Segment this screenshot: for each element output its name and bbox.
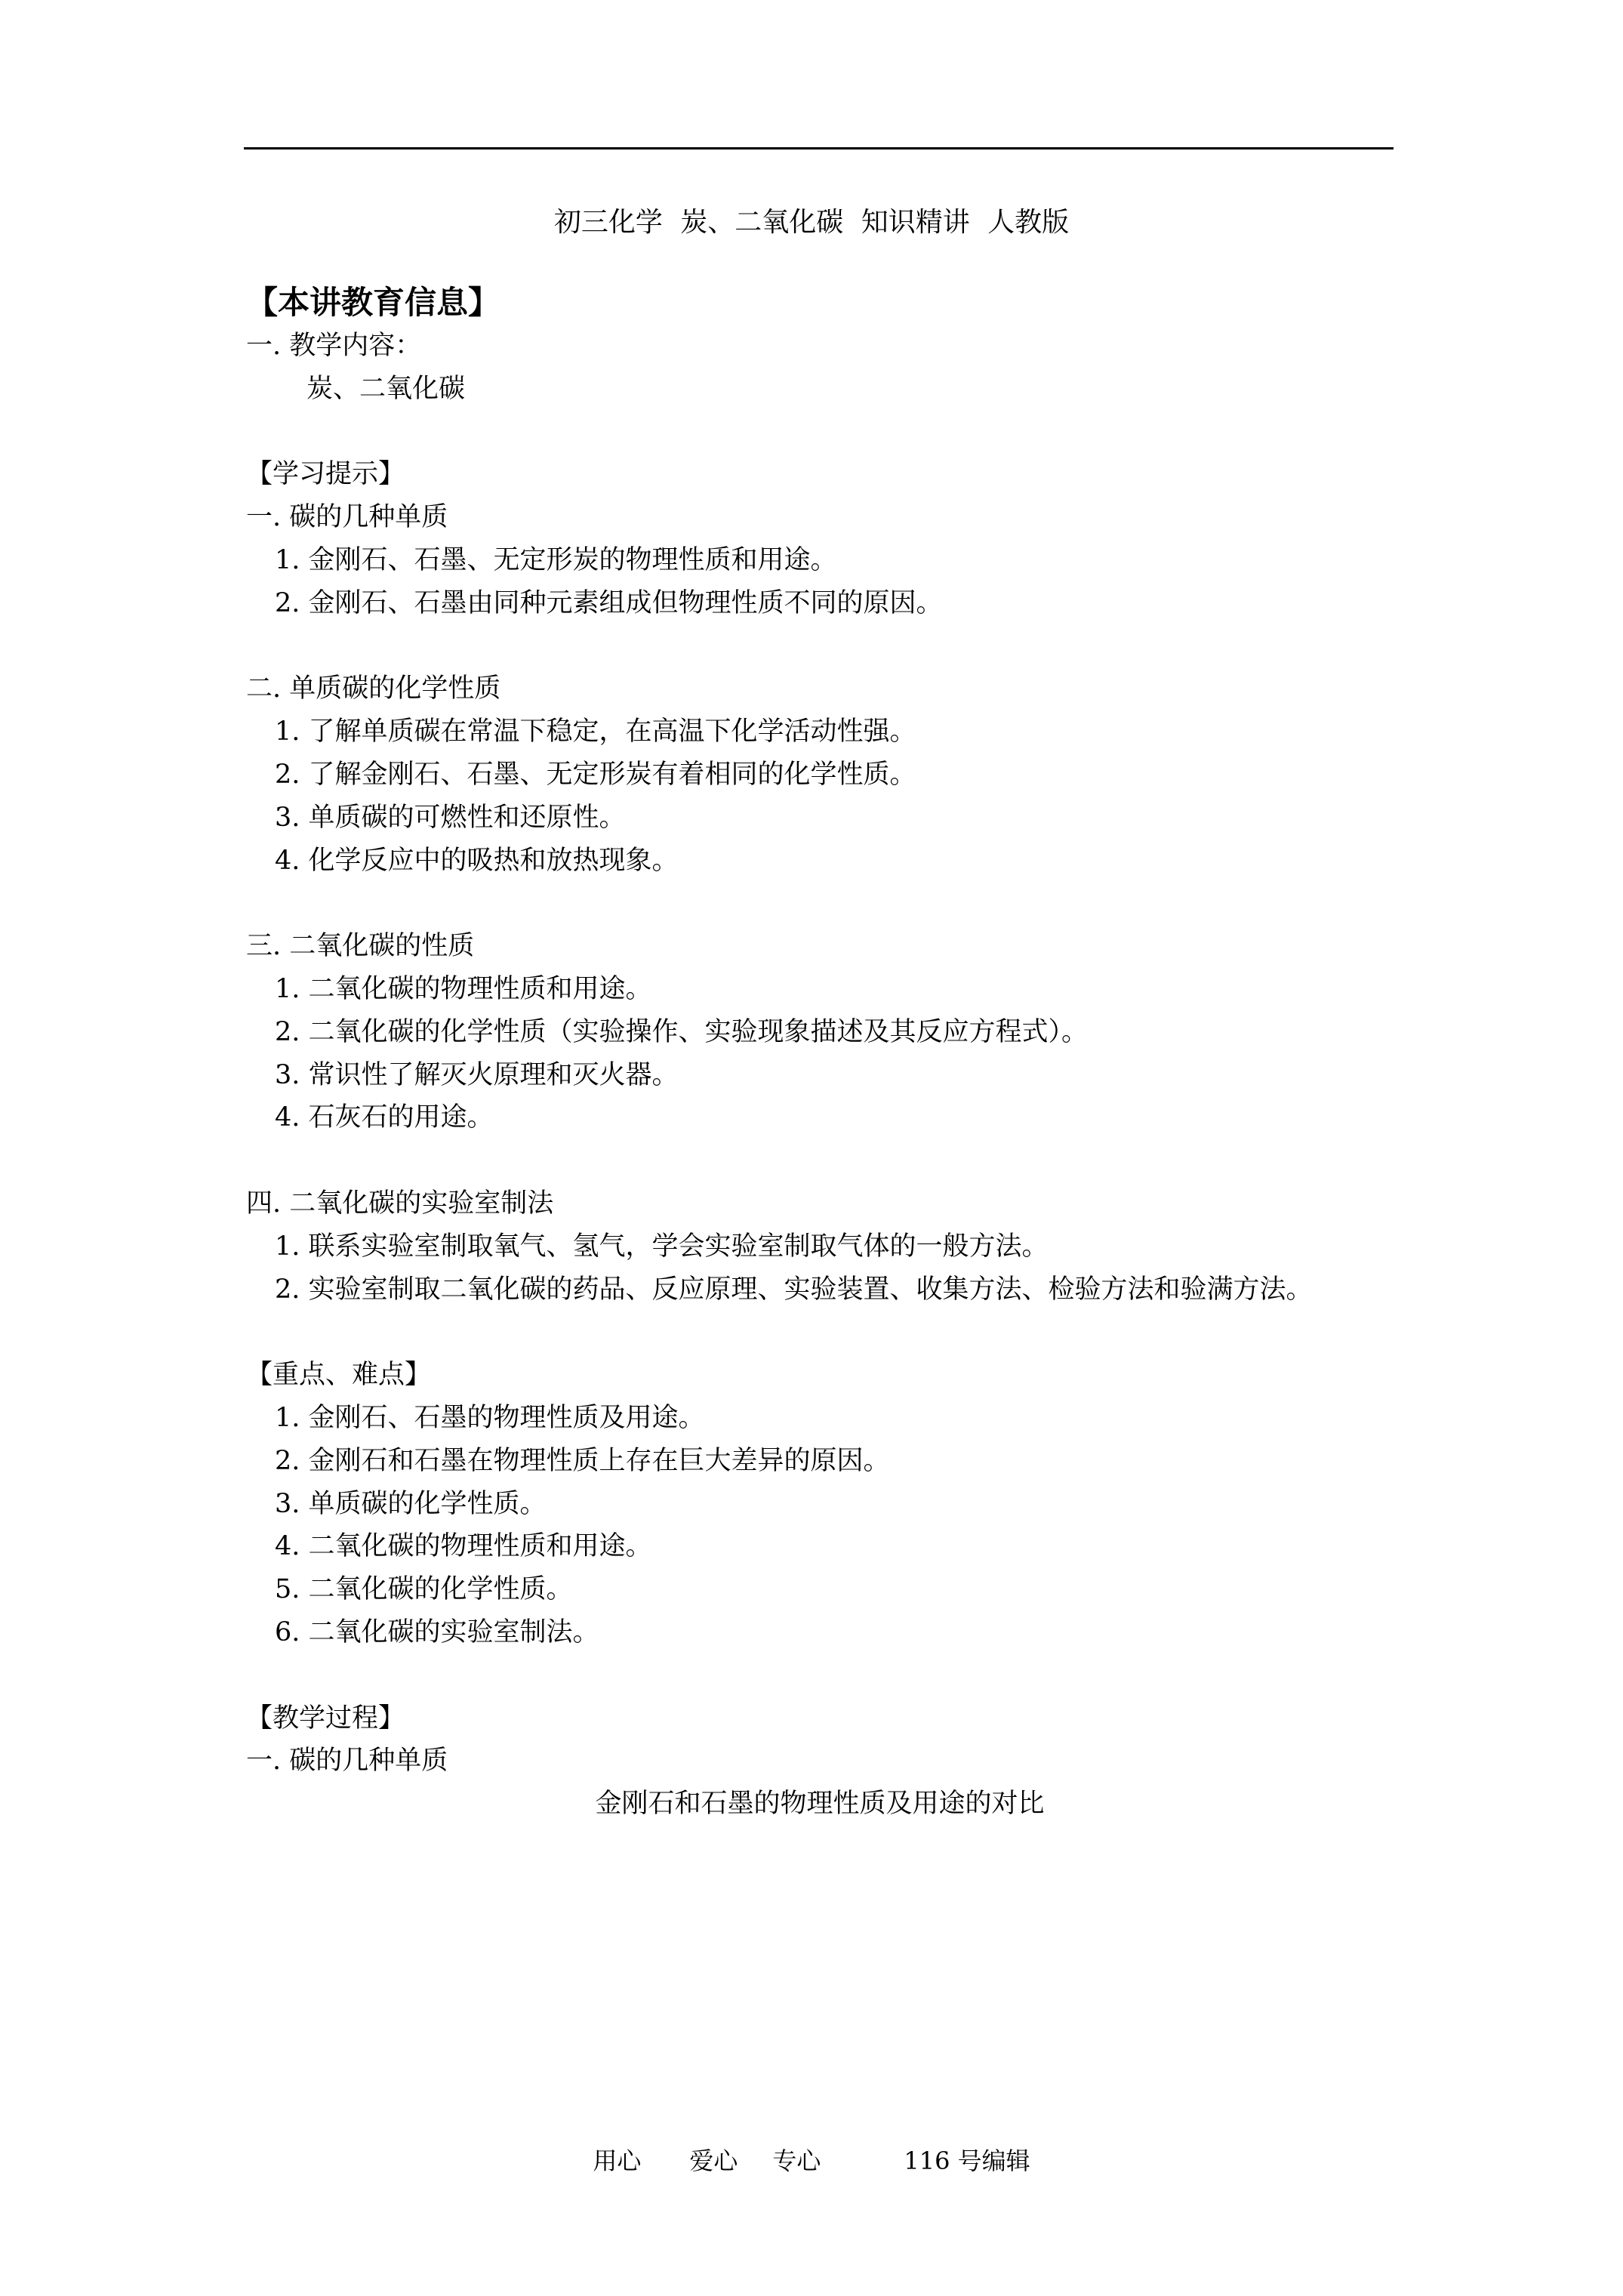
tips-item: 1. 了解单质碳在常温下稳定，在高温下化学活动性强。	[275, 717, 916, 747]
key-point-item: 4. 二氧化碳的物理性质和用途。	[275, 1531, 652, 1562]
tips-section-label: 一. 碳的几种单质	[246, 502, 448, 533]
key-point-item: 6. 二氧化碳的实验室制法。	[275, 1616, 599, 1647]
tips-item: 1. 金刚石、石墨、无定形炭的物理性质和用途。	[275, 544, 837, 575]
process-section-label: 一. 碳的几种单质	[246, 1746, 448, 1777]
tips-item: 4. 石灰石的用途。	[275, 1102, 494, 1133]
comparison-caption: 金刚石和石墨的物理性质及用途的对比	[595, 1789, 1045, 1820]
tips-section-label: 三. 二氧化碳的性质	[246, 931, 475, 962]
heading-key-points: 【重点、难点】	[246, 1360, 432, 1391]
section-teaching-content-label: 一. 教学内容：	[246, 331, 422, 361]
tips-item: 3. 单质碳的可燃性和还原性。	[275, 802, 626, 833]
header-rule	[244, 147, 1394, 149]
key-point-item: 3. 单质碳的化学性质。	[275, 1488, 547, 1519]
footer-text-c: 专心	[772, 2147, 821, 2175]
tips-item: 1. 二氧化碳的物理性质和用途。	[275, 973, 652, 1004]
key-point-item: 1. 金刚石、石墨的物理性质及用途。	[275, 1402, 705, 1433]
document-body	[246, 279, 1424, 1826]
key-point-item: 5. 二氧化碳的化学性质。	[275, 1574, 573, 1605]
document-title: 初三化学 炭、二氧化碳 知识精讲 人教版	[553, 207, 1070, 238]
tips-item: 2. 二氧化碳的化学性质（实验操作、实验现象描述及其反应方程式）。	[275, 1016, 1089, 1047]
page-footer	[0, 2142, 1623, 2180]
tips-section-label: 四. 二氧化碳的实验室制法	[246, 1188, 554, 1219]
heading-education-info: 【本讲教育信息】	[246, 284, 500, 321]
heading-teaching-process: 【教学过程】	[246, 1703, 405, 1734]
footer-editor-number: 116 号编辑	[904, 2147, 1030, 2175]
footer-text-a: 用心	[593, 2147, 642, 2175]
tips-item: 2. 金刚石、石墨由同种元素组成但物理性质不同的原因。	[275, 587, 943, 618]
section-teaching-content-text: 炭、二氧化碳	[306, 373, 466, 404]
tips-item: 2. 了解金刚石、石墨、无定形炭有着相同的化学性质。	[275, 759, 916, 790]
footer-text-b: 爱心	[689, 2147, 738, 2175]
tips-item: 4. 化学反应中的吸热和放热现象。	[275, 845, 679, 876]
tips-item: 2. 实验室制取二氧化碳的药品、反应原理、实验装置、收集方法、检验方法和验满方法。	[275, 1274, 1313, 1305]
heading-study-tips: 【学习提示】	[246, 459, 405, 490]
tips-section-label: 二. 单质碳的化学性质	[246, 673, 501, 704]
tips-item: 1. 联系实验室制取氧气、氢气，学会实验室制取气体的一般方法。	[275, 1231, 1049, 1262]
tips-item: 3. 常识性了解灭火原理和灭火器。	[275, 1059, 679, 1090]
key-point-item: 2. 金刚石和石墨在物理性质上存在巨大差异的原因。	[275, 1445, 890, 1476]
